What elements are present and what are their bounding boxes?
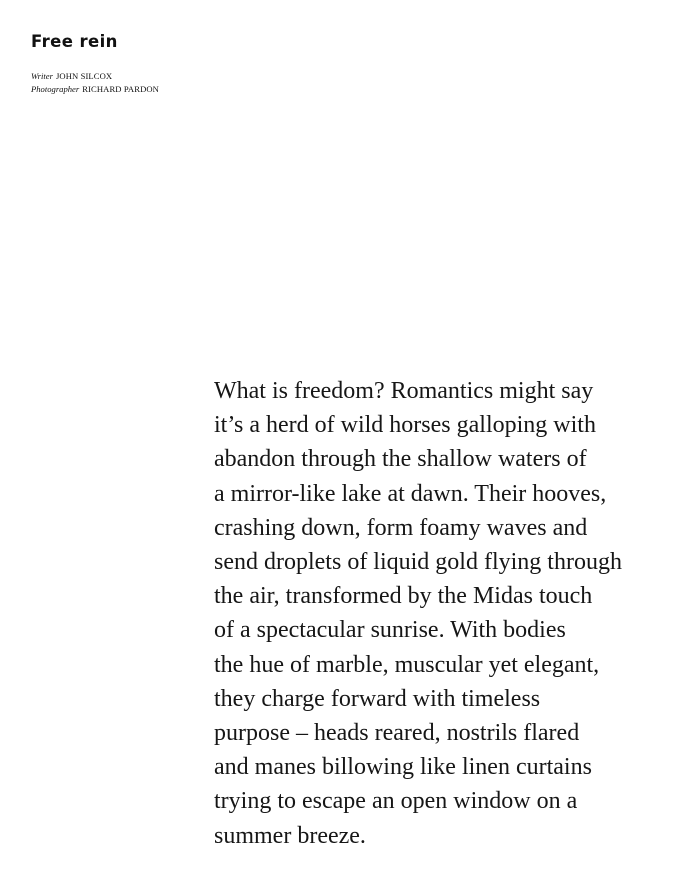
credit-writer (31, 70, 159, 83)
paragraph-line: the air, transformed by the Midas touch (214, 583, 593, 610)
paragraph-line: abandon through the shallow waters of (214, 446, 587, 473)
paragraph-line: it’s a herd of wild horses galloping with (214, 412, 596, 439)
credit-name: RICHARD PARDON (82, 83, 159, 94)
paragraph-line: crashing down, form foamy waves and (214, 514, 588, 541)
credits-block (31, 70, 159, 95)
paragraph-line: the hue of marble, muscular yet elegant, (214, 651, 600, 678)
paragraph-line: and manes billowing like linen curtains (214, 754, 592, 781)
paragraph-line: of a spectacular sunrise. With bodies (214, 617, 566, 644)
credit-name: JOHN SILCOX (55, 71, 113, 81)
article-intro-paragraph (214, 374, 674, 853)
paragraph-line: trying to escape an open window on a (214, 788, 578, 815)
paragraph-line: send droplets of liquid gold flying through (214, 549, 622, 576)
paragraph-line: they charge forward with timeless (214, 685, 541, 712)
credit-role: Writer (31, 71, 53, 81)
credit-photographer (31, 83, 159, 96)
paragraph-line: purpose – heads reared, nostrils flared (214, 720, 580, 747)
paragraph-line: a mirror-like lake at dawn. Their hooves, (214, 480, 607, 507)
paragraph-line: What is freedom? Romantics might say (214, 378, 594, 404)
credit-role: Photographer (31, 83, 80, 94)
article-title: Free rein (31, 32, 118, 51)
paragraph-line: summer breeze. (214, 822, 366, 849)
